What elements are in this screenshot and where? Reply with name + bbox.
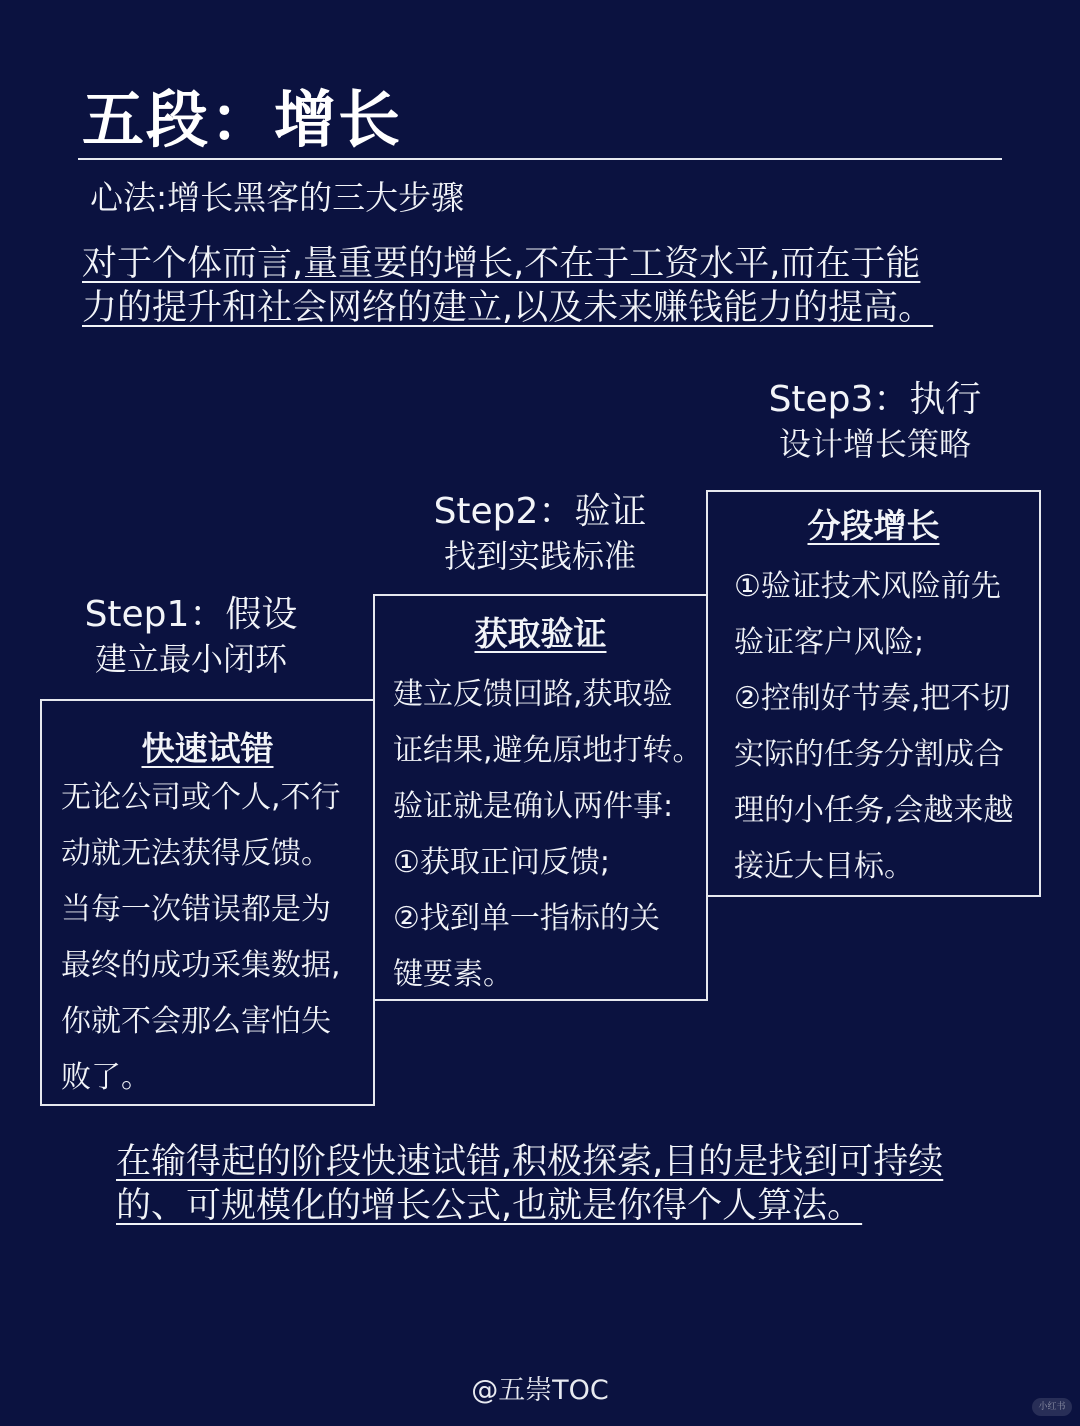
step2-box-body: [375, 667, 706, 1003]
step1-heading: [76, 593, 306, 681]
step3-line: ②控制好节奏,把不切: [734, 681, 1011, 716]
step3-title: Step3：执行: [768, 379, 982, 420]
step1-box-title: 快速试错: [141, 729, 274, 768]
step1-line: 你就不会那么害怕失: [61, 1004, 331, 1039]
step1-line: 无论公司或个人,不行: [61, 780, 341, 815]
step2-subtitle: 找到实践标准: [443, 537, 636, 575]
step1-line: 动就无法获得反馈。: [61, 836, 331, 871]
step3-heading: [760, 378, 990, 466]
step2-line: ①获取正问反馈;: [393, 845, 611, 880]
step3-line: ①验证技术风险前先: [734, 569, 1001, 604]
step3-line: 实际的任务分割成合: [734, 737, 1004, 772]
step3-box-body: [708, 559, 1039, 895]
step2-heading: [420, 490, 660, 578]
page-title: 五段：增长: [82, 83, 403, 156]
step3-line: 验证客户风险;: [734, 625, 925, 660]
step2-line: 验证就是确认两件事:: [393, 789, 674, 824]
step2-box-title: 获取验证: [474, 614, 607, 653]
step3-line: 理的小任务,会越来越: [734, 793, 1014, 828]
step3-box: [706, 490, 1041, 897]
outro-paragraph: [116, 1140, 976, 1228]
step1-subtitle: 建立最小闭环: [94, 640, 287, 678]
title-divider: [78, 158, 1002, 160]
step2-line: ②找到单一指标的关: [393, 901, 660, 936]
step1-line: 败了。: [61, 1060, 151, 1095]
step2-line: 键要素。: [393, 957, 513, 992]
step3-box-title: 分段增长: [807, 506, 940, 545]
step3-line: 接近大目标。: [734, 849, 914, 884]
step1-line: 当每一次错误都是为: [61, 892, 331, 927]
step3-subtitle: 设计增长策略: [778, 425, 971, 463]
step1-line: 最终的成功采集数据,: [61, 948, 341, 983]
intro-line: 力的提升和社会网络的建立,以及未来赚钱能力的提高。: [82, 288, 934, 328]
step2-line: 证结果,避免原地打转。: [393, 733, 703, 768]
step1-box-body: [42, 770, 373, 1106]
author-signature: @五崇TOC: [471, 1375, 609, 1406]
step2-box: [373, 594, 708, 1001]
intro-paragraph: [82, 242, 952, 330]
step1-box: [40, 699, 375, 1106]
page-subtitle: 心法:增长黑客的三大步骤: [90, 178, 465, 217]
platform-watermark: 小红书: [1032, 1398, 1072, 1416]
step2-line: 建立反馈回路,获取验: [393, 677, 673, 712]
step2-title: Step2：验证: [433, 491, 647, 532]
outro-line: 的、可规模化的增长公式,也就是你得个人算法。: [116, 1186, 863, 1226]
step1-title: Step1：假设: [84, 594, 298, 635]
outro-line: 在输得起的阶段快速试错,积极探索,目的是找到可持续: [116, 1142, 944, 1182]
intro-line: 对于个体而言,量重要的增长,不在于工资水平,而在于能: [82, 244, 921, 284]
